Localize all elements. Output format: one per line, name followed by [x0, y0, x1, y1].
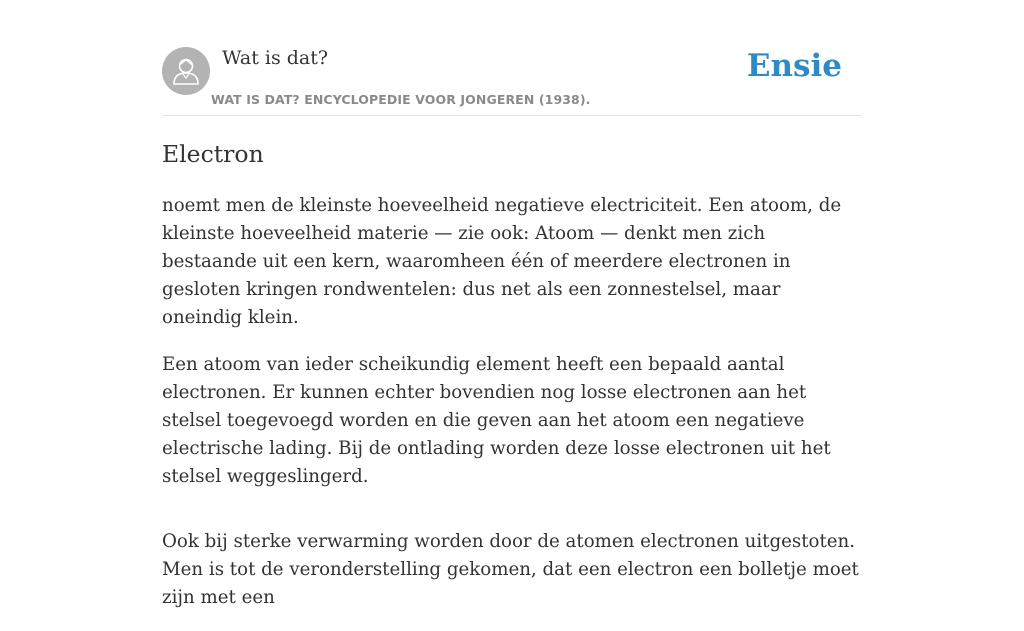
source-subtitle[interactable]: WAT IS DAT? ENCYCLOPEDIE VOOR JONGEREN (1938).: [211, 92, 591, 107]
entry-title: Electron: [162, 140, 264, 168]
entry-paragraph: noemt men de kleinste hoeveelheid negatieve electriciteit. Een atoom, de kleinste hoeveelheid materie — zie ook: Atoom — denkt men zich bestaande uit een kern, waaromheen één of meerdere electronen in gesloten kringen rondwentelen: dus net als een zonnestelsel, maar oneindig klein.: [162, 195, 842, 328]
entry-body: [162, 192, 864, 631]
entry-paragraph: Ook bij sterke verwarming worden door de atomen electronen uitgestoten. Men is tot de veronderstelling gekomen, dat een electron een bolletje moet zijn met een: [162, 531, 859, 608]
header-divider: [162, 115, 862, 116]
page: [162, 0, 862, 608]
ensie-logo[interactable]: Ensie: [746, 48, 842, 84]
source-avatar[interactable]: [162, 47, 210, 95]
user-avatar-icon: [162, 47, 210, 95]
entry-paragraph: Een atoom van ieder scheikundig element heeft een bepaald aantal electronen. Er kunnen echter bovendien nog losse electronen aan het stelsel toegevoegd worden en die geven aan het atoom een negatieve electrische lading. Bij de ontlading worden deze losse electronen uit het stelsel weggeslingerd.: [162, 354, 831, 487]
source-title[interactable]: Wat is dat?: [222, 47, 329, 69]
